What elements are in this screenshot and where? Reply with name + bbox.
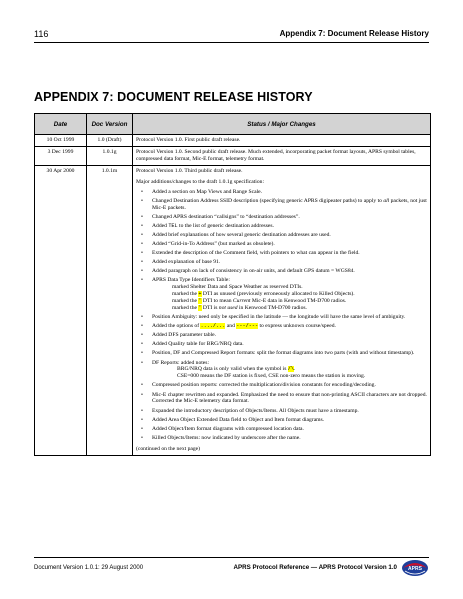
list-item: • Added “Grid-in-To Address” (but marked as obsolete). [136, 241, 427, 248]
list-item: • Added brief explanations of how several generic destination addresses are used. [136, 232, 427, 239]
list-item: • Expanded the introductory description of Objects/Items. All Objects must have a timestamp. [136, 408, 427, 415]
svg-text:APRS: APRS [408, 566, 422, 572]
list-item: • Added TEL to the list of generic destination addresses. [136, 223, 427, 230]
list-item: • Added explanation of base 91. [136, 259, 427, 266]
list-item: • Added paragraph on lack of consistency in on-air units, and default GPS datum = WGS84. [136, 268, 427, 275]
row-date: 30 Apr 2000 [35, 165, 87, 455]
list-item: • Killed Objects/Items: now indicated by underscore after the name. [136, 435, 427, 442]
row-changes [133, 165, 431, 455]
footer-rule [34, 557, 429, 558]
list-item: • Added DFS parameter table. [136, 332, 427, 339]
row-date: 3 Dec 1999 [35, 147, 87, 166]
list-item: • Added the options of ..../... and ---/--- to express unknown course/speed. [136, 323, 427, 330]
list-item: • APRS Data Type Identifiers Table: marked Shelter Data and Space Weather as reserved DTIs. marked the + DTI as unused (previously erroneously allocated to Killed Objects). marked the ' DTI to mean Current Mic-E data in Kenwood TM-D700 radios. marked the ' DTI is not used in Kenwood TM-D700 radios. [136, 277, 427, 312]
sub-item: marked the + DTI as unused (previously erroneously allocated to Killed Objects). [172, 291, 355, 298]
list-item: • Compressed position reports: corrected the multiplication/division constants for encoding/decoding. [136, 382, 427, 389]
list-item: • Extended the description of the Comment field, with pointers to what can appear in the field. [136, 250, 427, 257]
document-version: Document Version 1.0.1: 29 August 2000 [34, 565, 144, 571]
list-item: • DF Reports: added notes: BRG/NRQ data is only valid when the symbol is /\. CSE=000 means the DF station is fixed, CSE non-zero means the station is moving. [136, 360, 427, 381]
row-changes: Protocol Version 1.0. First public draft release. [133, 135, 431, 147]
list-item: • Changed APRS destination “callsigns” to “destination addresses”. [136, 214, 427, 221]
page-number: 116 [34, 29, 49, 39]
header-rule [34, 42, 429, 43]
sub-item: marked the ' DTI to mean Current Mic-E data in Kenwood TM-D700 radios. [172, 298, 347, 305]
continued-note: (continued on the next page) [136, 445, 200, 452]
sub-item: marked the ' DTI is not used in Kenwood TM-D700 radios. [172, 305, 307, 311]
table-row [35, 165, 431, 455]
table-header-row [35, 114, 431, 135]
header-doc-version: Doc Version [87, 114, 133, 135]
sub-item: CSE=000 means the DF station is fixed, CSE non-zero means the station is moving. [177, 373, 366, 380]
running-title: Appendix 7: Document Release History [279, 29, 429, 38]
sub-item: marked Shelter Data and Space Weather as reserved DTIs. [172, 284, 303, 291]
list-item: • Added Object/Item format diagrams with compressed location data. [136, 426, 427, 433]
list-item: • Added Area Object Extended Data field to Object and Item format diagrams. [136, 417, 427, 424]
list-item: • Position, DF and Compressed Report formats: split the format diagrams into two parts (with and without timestamp). [136, 350, 427, 357]
table-row [35, 135, 431, 147]
footer-title: APRS Protocol Reference — APRS Protocol Version 1.0 [233, 564, 397, 571]
row-version: 1.0.1g [87, 147, 133, 166]
header-changes: Status / Major Changes [133, 114, 431, 135]
list-item: • Added Quality table for BRG/NRQ data. [136, 341, 427, 348]
row-date: 10 Oct 1999 [35, 135, 87, 147]
release-intro: Protocol Version 1.0. Third public draft release. [136, 167, 243, 174]
changes-intro: Major additions/changes to the draft 1.0.1g specification: [136, 178, 265, 185]
row-changes: Protocol Version 1.0. Second public draft release. Much extended, incorporating packet format layouts, APRS symbol tables, compressed data format, Mic-E format, telemetry format. [133, 147, 431, 166]
row-version: 1.0 (Draft) [87, 135, 133, 147]
appendix-title: APPENDIX 7: DOCUMENT RELEASE HISTORY [34, 90, 313, 104]
aprs-logo-icon [401, 558, 429, 577]
list-item: • Changed Destination Address SSID description (specifying generic APRS digipeater paths) to apply to all packets, not just Mic-E packets. [136, 198, 427, 212]
header-date: Date [35, 114, 87, 135]
list-item: • Added a section on Map Views and Range Scale. [136, 189, 427, 196]
sub-item: BRG/NRQ data is only valid when the symbol is /\. [177, 366, 296, 373]
change-list [136, 189, 427, 442]
row-version: 1.0.1m [87, 165, 133, 455]
list-item: • Mic-E chapter rewritten and expanded. Emphasized the need to ensure that non-printing ASCII characters are not dropped. Corrected the Mic-E telemetry data format. [136, 392, 427, 406]
release-history-table [34, 113, 431, 456]
table-row [35, 147, 431, 166]
list-item: • Position Ambiguity: need only be specified in the latitude — the longitude will have the same level of ambiguity. [136, 314, 427, 321]
